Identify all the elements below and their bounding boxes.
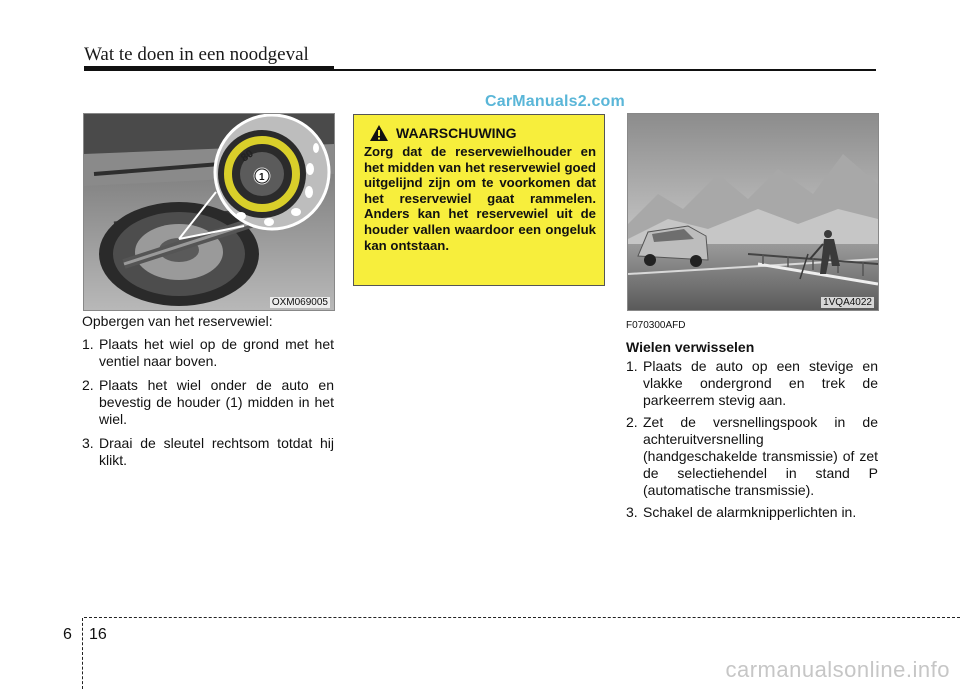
list-item [626,504,878,521]
storage-steps [82,336,334,469]
wheel-change-steps [626,358,878,521]
figure-code-left: OXM069005 [271,297,328,308]
warning-header [370,125,596,141]
footer-rule [84,617,960,618]
step-number: 1. [626,358,638,374]
storage-instructions [82,313,334,476]
warning-title: WAARSCHUWING [396,125,517,141]
list-item [82,377,334,428]
header-rule-thick [84,66,334,71]
step-text: Plaats de auto op een stevige en vlakke ondergrond en trek de parkeerrem stevig aan. [643,358,878,408]
watermark-carmanualsonline: carmanualsonline.info [725,657,950,682]
warning-text: Zorg dat de reservewielhouder en het midden van het reservewiel goed uitgelijnd zijn om te voorkomen dat het reservewiel gaat rammelen. Anders kan het reservewiel uit de houder vallen waardoor een ongeluk kan ontstaan. [364,144,596,253]
section-title: Wat te doen in een noodgeval [84,44,309,65]
list-item [626,358,878,409]
header-rule-thin [334,69,876,71]
step-number: 2. [82,377,94,393]
step-text: Draai de sleutel rechtsom totdat hij klikt. [99,435,334,468]
section-code: F070300AFD [626,320,686,331]
figure-code-right: 1VQA4022 [823,297,872,308]
roadside-figure [627,113,879,311]
step-text: Zet de versnellingspook in de achteruitversnelling (handgeschakelde transmissie) of zet de selectiehendel in stand P (automatische transmissie). [643,414,878,498]
step-number: 3. [626,504,638,520]
list-item [626,414,878,499]
watermark-carmanuals: CarManuals2.com [485,93,625,110]
wheel-change-instructions [626,317,878,526]
roadside-illustration [628,114,878,310]
holder-callout-1: 1 [259,172,265,183]
page-number: 16 [89,626,107,643]
step-number: 3. [82,435,94,451]
step-number: 2. [626,414,638,430]
spare-tire-figure [83,113,335,311]
spare-tire-illustration [84,114,334,310]
section-heading: Wielen verwisselen [626,339,755,355]
footer-divider [82,618,83,689]
step-text: Plaats het wiel op de grond met het ventiel naar boven. [99,336,334,369]
tire-marking-80: 80 [238,147,256,165]
warning-box [353,114,605,286]
list-item [82,336,334,370]
warning-triangle-icon [370,125,388,141]
step-number: 1. [82,336,94,352]
storage-caption: Opbergen van het reservewiel: [82,313,273,329]
chapter-number: 6 [63,626,72,643]
list-item [82,435,334,469]
step-text: Plaats het wiel onder de auto en bevestig de houder (1) midden in het wiel. [99,377,334,427]
step-text: Schakel de alarmknipperlichten in. [643,504,857,520]
